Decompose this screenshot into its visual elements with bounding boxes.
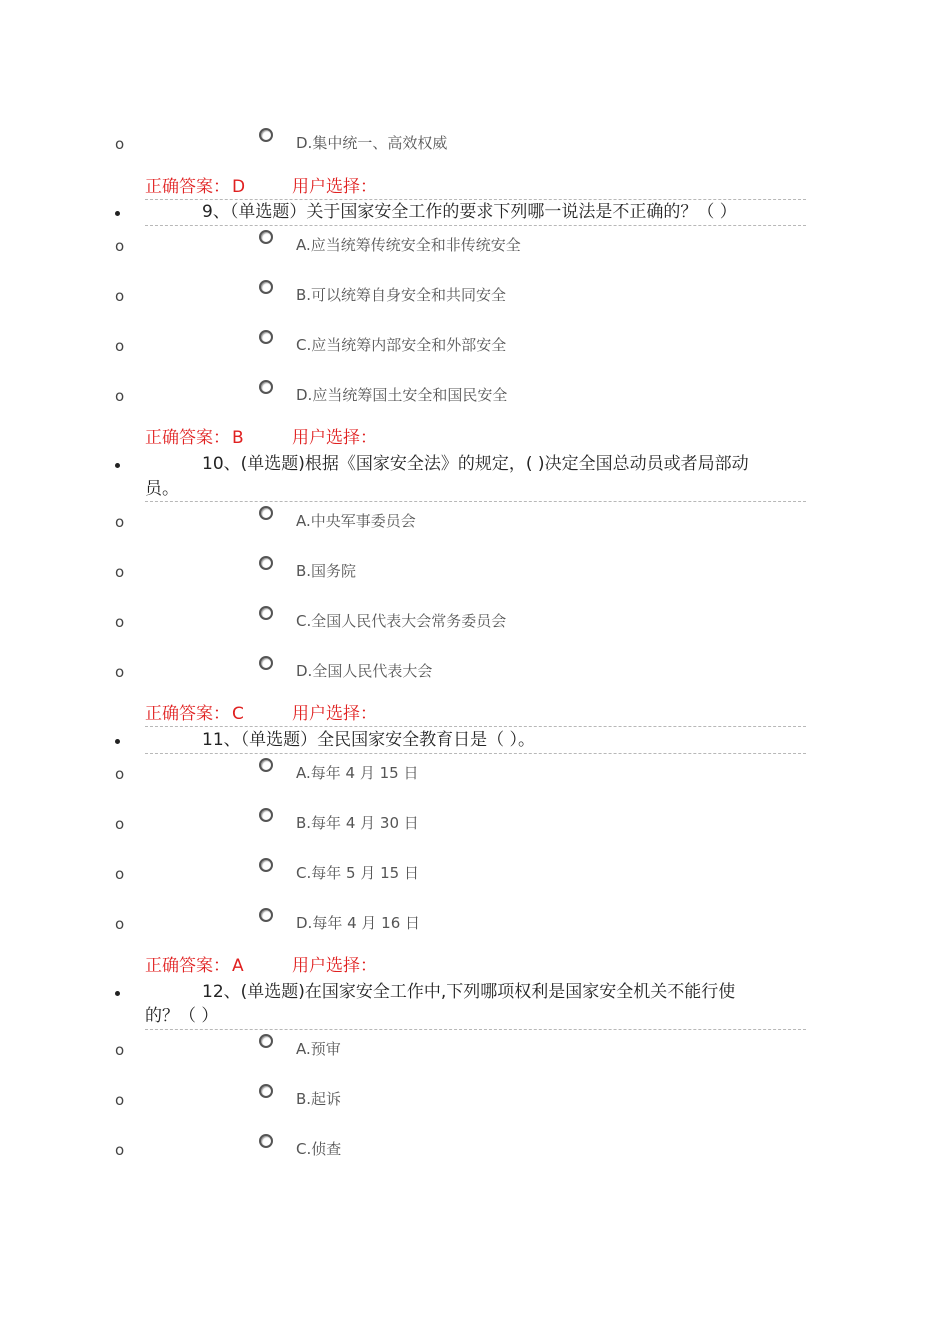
user-choice-q9: 用户选择： xyxy=(292,428,377,448)
question-bullet xyxy=(115,211,120,216)
option-label-q11-c: C.每年 5 月 15 日 xyxy=(296,864,419,882)
list-marker: o xyxy=(115,135,125,153)
list-marker: o xyxy=(115,613,125,631)
option-label-q9-a: A.应当统筹传统安全和非传统安全 xyxy=(296,236,521,254)
option-label-q9-d: D.应当统筹国土安全和国民安全 xyxy=(296,386,508,404)
radio-option-q10-a[interactable] xyxy=(259,506,273,520)
correct-answer-label: 正确答案： xyxy=(145,956,230,976)
divider xyxy=(145,1029,806,1030)
radio-option-q8-d[interactable] xyxy=(259,128,273,142)
correct-answer-label: 正确答案： xyxy=(145,428,230,448)
option-label-q11-d: D.每年 4 月 16 日 xyxy=(296,914,421,932)
list-marker: o xyxy=(115,513,125,531)
list-marker: o xyxy=(115,865,125,883)
list-marker: o xyxy=(115,237,125,255)
question-title-q12: 12、(单选题)在国家安全工作中,下列哪项权利是国家安全机关不能行使 xyxy=(202,982,736,1002)
correct-answer-label: 正确答案： xyxy=(145,704,230,724)
radio-option-q9-b[interactable] xyxy=(259,280,273,294)
list-marker: o xyxy=(115,1091,125,1109)
divider xyxy=(145,726,806,727)
correct-answer-q10 xyxy=(145,704,244,724)
user-choice-q10: 用户选择： xyxy=(292,704,377,724)
list-marker: o xyxy=(115,387,125,405)
radio-option-q9-d[interactable] xyxy=(259,380,273,394)
divider xyxy=(145,225,806,226)
question-bullet xyxy=(115,991,120,996)
list-marker: o xyxy=(115,1141,125,1159)
option-label-q9-b: B.可以统筹自身安全和共同安全 xyxy=(296,286,507,304)
list-marker: o xyxy=(115,1041,125,1059)
option-label-q10-d: D.全国人民代表大会 xyxy=(296,662,433,680)
correct-answer-label: 正确答案： xyxy=(145,177,230,197)
option-label-q12-a: A.预审 xyxy=(296,1040,341,1058)
divider xyxy=(145,753,806,754)
radio-option-q10-c[interactable] xyxy=(259,606,273,620)
option-label-q11-a: A.每年 4 月 15 日 xyxy=(296,764,419,782)
question-title-q12-cont: 的？（ ） xyxy=(145,1006,219,1026)
radio-option-q11-d[interactable] xyxy=(259,908,273,922)
correct-answer-q9 xyxy=(145,428,244,448)
correct-answer-letter: A xyxy=(232,956,244,976)
correct-answer-letter: D xyxy=(232,177,246,197)
radio-option-q11-b[interactable] xyxy=(259,808,273,822)
question-bullet xyxy=(115,739,120,744)
correct-answer-q11 xyxy=(145,956,244,976)
radio-option-q12-c[interactable] xyxy=(259,1134,273,1148)
question-title-q10: 10、(单选题)根据《国家安全法》的规定，( )决定全国总动员或者局部动 xyxy=(202,454,749,474)
radio-option-q12-b[interactable] xyxy=(259,1084,273,1098)
question-title-q10-cont: 员。 xyxy=(145,479,179,499)
list-marker: o xyxy=(115,663,125,681)
radio-option-q12-a[interactable] xyxy=(259,1034,273,1048)
correct-answer-q8 xyxy=(145,177,245,197)
radio-option-q9-c[interactable] xyxy=(259,330,273,344)
option-label-q10-b: B.国务院 xyxy=(296,562,357,580)
option-label-q11-b: B.每年 4 月 30 日 xyxy=(296,814,419,832)
question-title-q9: 9、（单选题）关于国家安全工作的要求下列哪一说法是不正确的？（ ） xyxy=(202,202,737,222)
correct-answer-letter: C xyxy=(232,704,244,724)
list-marker: o xyxy=(115,563,125,581)
question-bullet xyxy=(115,463,120,468)
list-marker: o xyxy=(115,287,125,305)
option-label-q9-c: C.应当统筹内部安全和外部安全 xyxy=(296,336,507,354)
option-label-q12-c: C.侦查 xyxy=(296,1140,342,1158)
list-marker: o xyxy=(115,765,125,783)
radio-option-q10-b[interactable] xyxy=(259,556,273,570)
option-label-q8-d: D.集中统一、高效权威 xyxy=(296,134,448,152)
radio-option-q11-c[interactable] xyxy=(259,858,273,872)
correct-answer-letter: B xyxy=(232,428,244,448)
user-choice-q8: 用户选择： xyxy=(292,177,377,197)
radio-option-q9-a[interactable] xyxy=(259,230,273,244)
list-marker: o xyxy=(115,337,125,355)
list-marker: o xyxy=(115,815,125,833)
user-choice-q11: 用户选择： xyxy=(292,956,377,976)
radio-option-q10-d[interactable] xyxy=(259,656,273,670)
question-title-q11: 11、（单选题）全民国家安全教育日是（ ）。 xyxy=(202,730,536,750)
list-marker: o xyxy=(115,915,125,933)
radio-option-q11-a[interactable] xyxy=(259,758,273,772)
option-label-q10-a: A.中央军事委员会 xyxy=(296,512,416,530)
divider xyxy=(145,501,806,502)
option-label-q12-b: B.起诉 xyxy=(296,1090,342,1108)
option-label-q10-c: C.全国人民代表大会常务委员会 xyxy=(296,612,507,630)
